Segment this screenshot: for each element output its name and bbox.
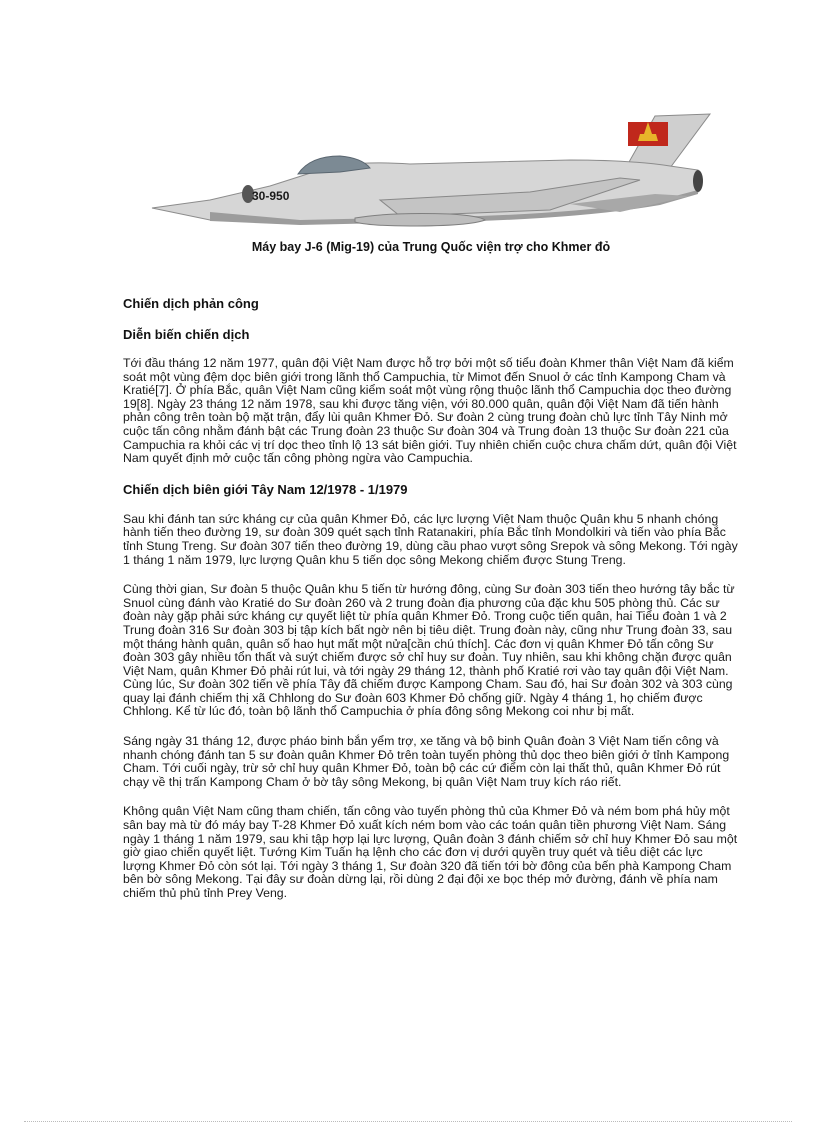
paragraph-military-region-5: Sau khi đánh tan sức kháng cự của quân Khmer Đỏ, các lực lượng Việt Nam thuộc Quân khu 5 nhanh chóng hành tiến theo đường 19, sư đoàn 309 quét sạch tỉnh Ratanakiri, phía Bắc tỉnh Mondolkiri và tiến vào phía Bắc tỉnh Stung Treng. Sư đoàn 307 tiến theo đường 19, dùng cầu phao vượt sông Srepok và sông Mekong. Tới ngày 1 tháng 1 năm 1979, lực lượng Quân khu 5 tiến dọc sông Mekong chiếm được Stung Treng. bbox=[123, 511, 738, 567]
page-bottom-divider bbox=[24, 1121, 792, 1122]
figure-caption: Máy bay J-6 (Mig-19) của Trung Quốc viện trợ cho Khmer đỏ bbox=[251, 240, 611, 254]
aircraft-photo bbox=[150, 108, 720, 238]
mig19-aircraft-image bbox=[150, 108, 720, 238]
paragraph-kratie: Cùng thời gian, Sư đoàn 5 thuộc Quân khu 5 tiến từ hướng đông, cùng Sư đoàn 303 tiến theo hướng tây bắc từ Snuol cùng đánh vào Kratié do Sư đoàn 260 và 2 trung đoàn địa phương của đặc khu 505 phòng thủ. Các sư đoàn này gặp phải sức kháng cự quyết liệt từ phía quân Khmer Đỏ. Trong cuộc tiến quân, hai Tiểu đoàn 1 và 2 Trung đoàn 316 Sư đoàn 303 bị tập kích bất ngờ nên bị tiêu diệt. Trung đoàn này, cũng như Trung đoàn 33, sau một tháng hành quân, quân số hao hụt mất một nửa[cần chú thích]. Các đơn vị quân Khmer Đỏ tấn công Sư đoàn 303 gây nhiều tổn thất và suýt chiếm được sở chỉ huy sư đoàn. Tuy nhiên, sau khi không chặn được quân Việt Nam, quân Khmer Đỏ phải rút lui, và tới ngày 29 tháng 12, thành phố Kratié rơi vào tay quân đội Việt Nam. Cùng lúc, Sư đoàn 302 tiến về phía Tây đã chiếm được Kampong Cham. Sau đó, hai Sư đoàn 302 và 303 cùng quay lại đánh chiếm thị xã Chhlong do Sư đoàn 603 Khmer Đỏ chống giữ. Ngày 4 tháng 1, họ chiếm được Chhlong. Kể từ lúc đó, toàn bộ lãnh thổ Campuchia ở phía đông sông Mekong coi như bị mất. bbox=[123, 582, 735, 719]
heading-counteroffensive: Chiến dịch phản công bbox=[123, 296, 259, 311]
drop-tank-shape bbox=[355, 214, 485, 227]
heading-campaign-progress: Diễn biến chiến dịch bbox=[123, 327, 250, 342]
heading-southwest-campaign: Chiến dịch biên giới Tây Nam 12/1978 - 1/1979 bbox=[123, 481, 408, 497]
exhaust-shape bbox=[693, 170, 703, 192]
paragraph-progress: Tới đầu tháng 12 năm 1977, quân đội Việt Nam được hỗ trợ bởi một số tiểu đoàn Khmer thân Việt Nam đã kiểm soát một vùng đệm dọc biên giới trong lãnh thổ Campuchia, từ Mimot đến Snuol ở các tỉnh Kampong Cham và Kratié[7]. Ở phía Bắc, quân Việt Nam cũng kiểm soát một vùng rộng thuộc lãnh thổ Campuchia dọc theo đường 19[8]. Ngày 23 tháng 12 năm 1978, sau khi được tăng viện, với 80.000 quân, quân đội Việt Nam đã tiến hành phản công trên toàn bộ mặt trận, đẩy lùi quân Khmer Đỏ. Sư đoàn 2 cùng trung đoàn chủ lực tỉnh Tây Ninh mở cuộc tấn công nhằm đánh bật các Trung đoàn 23 thuộc Sư đoàn 304 và Trung đoàn 13 thuộc Sư đoàn 221 của Campuchia ra khỏi các vị trí dọc theo tỉnh lộ 13 sát biên giới. Tuy nhiên chiến cuộc chưa chấm dứt, quân đội Việt Nam quyết định mở cuộc tấn công phòng ngừa vào Campuchia. bbox=[123, 356, 737, 466]
paragraph-kampong-cham: Sáng ngày 31 tháng 12, được pháo binh bắn yểm trợ, xe tăng và bộ binh Quân đoàn 3 Việt Nam tiến công và nhanh chóng đánh tan 5 sư đoàn quân Khmer Đỏ trên toàn tuyến phòng thủ dọc theo biên giới ở tỉnh Kampong Cham. Tới cuối ngày, trừ sở chỉ huy quân Khmer Đỏ, toàn bộ các cứ điểm còn lại thất thủ, quân Khmer Đỏ rút chạy về thị trấn Kampong Cham ở bờ tây sông Mekong, bị quân Việt Nam truy kích ráo riết. bbox=[123, 734, 730, 789]
tail-number-label: 30-950 bbox=[252, 189, 290, 203]
article-body bbox=[123, 296, 738, 917]
paragraph-air-force: Không quân Việt Nam cũng tham chiến, tấn công vào tuyến phòng thủ của Khmer Đỏ và ném bom phá hủy một sân bay mà từ đó máy bay T-28 Khmer Đỏ xuất kích ném bom vào các toán quân tiền phương Việt Nam. Sáng ngày 1 tháng 1 năm 1979, sau khi tập hợp lại lực lượng, Quân đoàn 3 đánh chiếm sở chỉ huy Khmer Đỏ sau một giờ giao chiến quyết liệt. Tướng Kim Tuấn hạ lệnh cho các đơn vị dưới quyền truy quét và tiêu diệt các lực lượng Khmer Đỏ còn sót lại. Tới ngày 3 tháng 1, Sư đoàn 320 đã tiến tới bờ đông của bến phà Kampong Cham bên bờ sông Mekong. Tại đây sư đoàn dừng lại, rồi dùng 2 đại đội xe bọc thép mở đường, đánh về phía nam chiếm thủ phủ tỉnh Prey Veng. bbox=[123, 804, 738, 900]
